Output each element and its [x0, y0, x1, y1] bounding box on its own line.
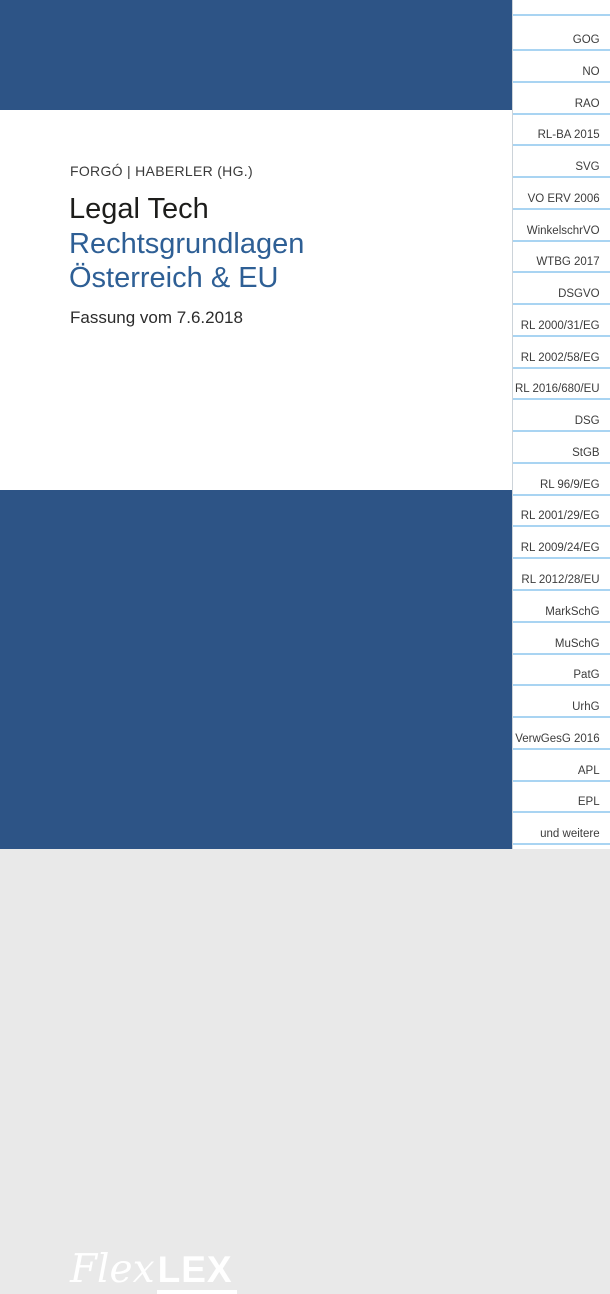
law-index-item[interactable] — [513, 83, 610, 115]
law-index-item[interactable] — [513, 655, 610, 687]
law-index-item-label: RL 2016/680/EU — [515, 383, 600, 396]
law-index-item[interactable] — [513, 210, 610, 242]
law-index-item-label: EPL — [577, 796, 600, 809]
law-index-item-label: RAO — [574, 97, 600, 110]
law-index-item-label: SVG — [575, 161, 600, 174]
author-line: FORGÓ | HABERLER (HG.) — [70, 163, 253, 179]
law-index-item-label: RL-BA 2015 — [537, 129, 600, 142]
law-index-item[interactable] — [513, 496, 610, 528]
law-index-item[interactable] — [513, 51, 610, 83]
law-index-item[interactable] — [513, 115, 610, 147]
law-index-item-label: PatG — [573, 669, 600, 682]
law-index-list — [513, 16, 610, 845]
law-index-item[interactable] — [513, 591, 610, 623]
law-index-item[interactable] — [513, 16, 610, 51]
law-index-item-label: GOG — [572, 34, 600, 46]
law-index-item-label: NO — [582, 65, 600, 78]
law-index-item-label: StGB — [572, 446, 600, 459]
cover-bottom-band — [0, 490, 512, 1292]
law-index-item-label: UrhG — [572, 701, 600, 714]
cover-top-band — [0, 0, 512, 110]
law-index-item[interactable] — [513, 623, 610, 655]
law-index-item[interactable] — [513, 400, 610, 432]
law-index-item[interactable] — [513, 242, 610, 274]
law-index-item-label: WTBG 2017 — [536, 256, 600, 269]
law-index-item[interactable] — [513, 718, 610, 750]
law-index-item-label: VerwGesG 2016 — [515, 732, 600, 745]
law-index-item-label: WinkelschrVO — [526, 224, 600, 237]
law-index-item[interactable] — [513, 686, 610, 718]
law-index-item-label: APL — [577, 764, 600, 777]
publisher-logo-flex: Flex — [70, 1247, 155, 1292]
law-index-panel — [512, 0, 610, 849]
law-index-item-label: RL 2001/29/EG — [520, 510, 600, 523]
law-index-item[interactable] — [513, 146, 610, 178]
law-index-item[interactable] — [513, 273, 610, 305]
publisher-logo-lex: LEX — [157, 1251, 237, 1294]
title-subtitle-line1: Rechtsgrundlagen — [69, 227, 305, 260]
law-index-item[interactable] — [513, 559, 610, 591]
law-index-item[interactable] — [513, 178, 610, 210]
law-index-item[interactable] — [513, 750, 610, 782]
law-index-item-label: RL 2012/28/EU — [521, 574, 600, 587]
title-subtitle-line2: Österreich & EU — [69, 262, 279, 294]
publisher-logo — [70, 1247, 237, 1294]
law-index-item[interactable] — [513, 813, 610, 845]
law-index-item-label: RL 2000/31/EG — [520, 319, 600, 332]
law-index-item-label: MuSchG — [554, 637, 600, 650]
law-index-item[interactable] — [513, 369, 610, 401]
law-index-item-label: DSG — [574, 415, 600, 428]
law-index-item-label: RL 2002/58/EG — [520, 351, 600, 364]
law-index-item-label: RL 2009/24/EG — [520, 542, 600, 555]
title-main: Legal Tech — [69, 193, 209, 225]
law-index-item-label: DSGVO — [558, 288, 600, 301]
title-block — [69, 192, 304, 296]
law-index-item-label: MarkSchG — [545, 605, 600, 618]
law-index-item[interactable] — [513, 464, 610, 496]
law-index-item[interactable] — [513, 305, 610, 337]
edition-date: Fassung vom 7.6.2018 — [70, 308, 243, 327]
law-index-item-label: und weitere — [540, 828, 600, 841]
law-index-top-spacer — [513, 0, 610, 16]
law-index-item[interactable] — [513, 527, 610, 559]
law-index-item-label: RL 96/9/EG — [539, 478, 600, 491]
law-index-item-label: VO ERV 2006 — [527, 192, 600, 205]
law-index-item[interactable] — [513, 782, 610, 814]
law-index-item[interactable] — [513, 337, 610, 369]
law-index-item[interactable] — [513, 432, 610, 464]
